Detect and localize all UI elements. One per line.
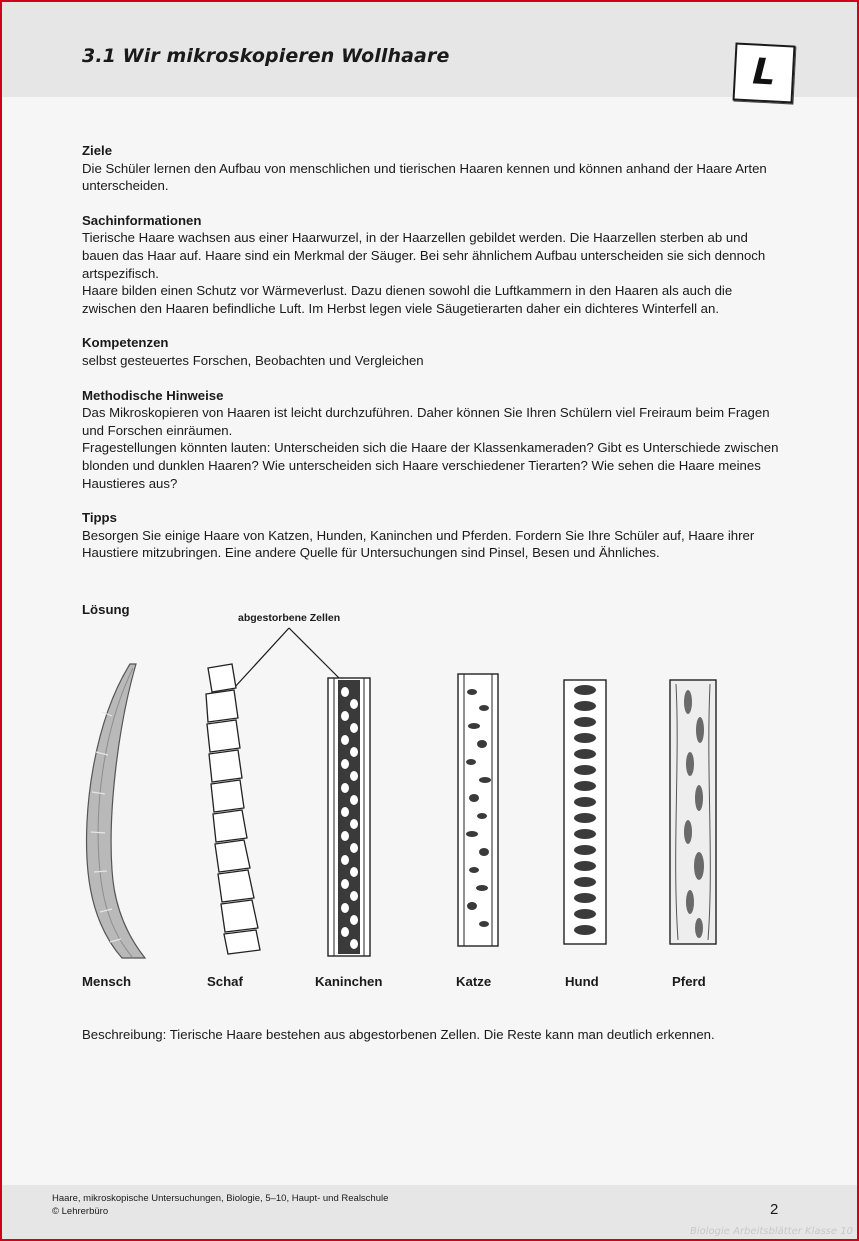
section-methodische-hinweise (82, 387, 782, 493)
hair-label-hund: Hund (565, 974, 599, 989)
section-heading: Tipps (82, 510, 117, 526)
hair-label-schaf: Schaf (207, 974, 243, 989)
section-ziele (82, 142, 782, 195)
dog-hair-illustration (564, 680, 606, 944)
footer-source: Haare, mikroskopische Untersuchungen, Biologie, 5–10, Haupt- und Realschule (52, 1193, 389, 1204)
hair-illustrations (2, 622, 857, 962)
hair-label-katze: Katze (456, 974, 492, 989)
human-hair-illustration (87, 664, 145, 958)
solution-description: Beschreibung: Tierische Haare bestehen aus abgestorbenen Zellen. Die Reste kann man deutlich erkennen. (82, 1027, 715, 1042)
section-kompetenzen (82, 334, 782, 369)
hair-label-mensch: Mensch (82, 974, 132, 989)
hair-label-pferd: Pferd (672, 974, 706, 989)
section-paragraph: Das Mikroskopieren von Haaren ist leicht durchzuführen. Daher können Sie Ihren Schülern viel Freiraum beim Fragen und Forschen einräumen. (82, 405, 770, 438)
section-paragraph: Die Schüler lernen den Aufbau von menschlichen und tierischen Haaren kennen und können anhand der Haare Arten unterscheiden. (82, 160, 767, 194)
cat-hair-illustration (458, 674, 498, 946)
solution-badge-letter: L (751, 51, 777, 94)
section-paragraph: Fragestellungen könnten lauten: Unterscheiden sich die Haare der Klassenkameraden? Gibt es Unterschiede zwischen blonden und dunklen Haaren? Wie unterscheiden sich Haare verschiedener Tierarten? Wie sehen die Haare meines Haustieres aus? (82, 440, 779, 491)
hair-label-kaninchen: Kaninchen (315, 974, 383, 989)
dead-cells-annotation: abgestorbene Zellen (238, 612, 341, 624)
footer-copyright: © Lehrerbüro (52, 1206, 109, 1217)
section-paragraph: selbst gesteuertes Forschen, Beobachten und Vergleichen (82, 352, 424, 368)
rabbit-hair-illustration (328, 678, 370, 956)
horse-hair-illustration (670, 680, 716, 944)
section-paragraph: Besorgen Sie einige Haare von Katzen, Hunden, Kaninchen und Pferden. Fordern Sie Ihre Schüler auf, Haare ihrer Haustiere mitzubringen. Eine andere Quelle für Untersuchungen sind Pinsel, Besen und Ähnliches. (82, 527, 755, 561)
page-title: 3.1 Wir mikroskopieren Wollhaare (82, 45, 450, 67)
annotation-pointer-line (234, 628, 289, 688)
section-heading: Ziele (82, 143, 113, 158)
watermark: Biologie Arbeitsblätter Klasse 10 (690, 1226, 853, 1237)
section-paragraph: Haare bilden einen Schutz vor Wärmeverlust. Dazu dienen sowohl die Luftkammern in den Haaren als auch die zwischen den Haaren befindliche Luft. Im Herbst legen viele Säugetierarten daher ein dichteres Winterfell an. (82, 283, 733, 316)
solution-badge (733, 42, 796, 103)
main-content (82, 142, 782, 579)
section-paragraph: Tierische Haare wachsen aus einer Haarwurzel, in der Haarzellen gebildet werden. Die Haarzellen sterben ab und bauen das Haar auf. Haare sind ein Merkmal der Säuger. Bei sehr ähnlichem Aufbau unterscheiden sie sich dennoch artspezifisch. (82, 230, 766, 281)
sheep-hair-illustration (206, 664, 260, 954)
page-number: 2 (770, 1201, 779, 1218)
section-heading: Kompetenzen (82, 335, 169, 351)
section-tipps (82, 509, 782, 562)
section-heading: Sachinformationen (82, 212, 202, 228)
section-sachinformationen (82, 212, 782, 318)
section-heading: Methodische Hinweise (82, 387, 224, 403)
loesung-heading: Lösung (82, 602, 130, 617)
